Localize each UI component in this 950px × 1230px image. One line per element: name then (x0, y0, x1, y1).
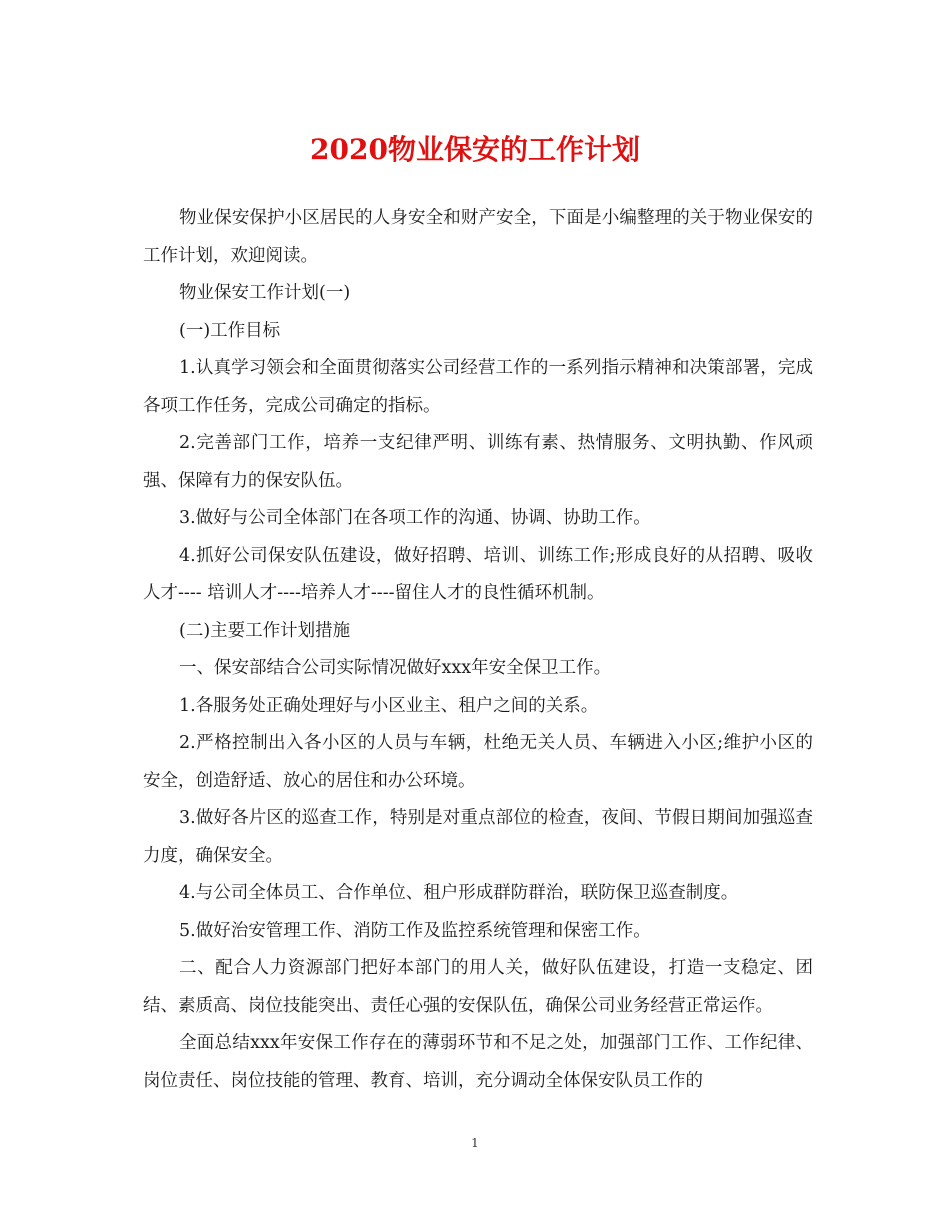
paragraph: 5.做好治安管理工作、消防工作及监控系统管理和保密工作。 (179, 920, 651, 941)
paragraph: 物业保安工作计划(一) (179, 283, 351, 303)
paragraph: (一)工作目标 (179, 320, 281, 341)
paragraph: 全面总结xxx年安保工作存在的薄弱环节和不足之处，加强部门工作、工作纪律、岗位责任、岗位技能的管理、教育、培训，充分调动全体保安队员工作的 (143, 1033, 813, 1091)
paragraph: 1.认真学习领会和全面贯彻落实公司经营工作的一系列指示精神和决策部署，完成各项工作任务，完成公司确定的指标。 (143, 358, 813, 416)
paragraph: 3.做好与公司全体部门在各项工作的沟通、协调、协助工作。 (179, 508, 651, 528)
paragraph: 二、配合人力资源部门把好本部门的用人关，做好队伍建设，打造一支稳定、团结、素质高、岗位技能突出、责任心强的安保队伍，确保公司业务经营正常运作。 (143, 958, 813, 1016)
paragraph: 物业保安保护小区居民的人身安全和财产安全，下面是小编整理的关于物业保安的工作计划，欢迎阅读。 (143, 208, 813, 266)
paragraph: 2.严格控制出入各小区的人员与车辆，杜绝无关人员、车辆进入小区;维护小区的安全，创造舒适、放心的居住和办公环境。 (143, 733, 813, 791)
paragraph: 3.做好各片区的巡查工作，特别是对重点部位的检查，夜间、节假日期间加强巡查力度，确保安全。 (143, 808, 813, 866)
paragraph: 一、保安部结合公司实际情况做好xxx年安全保卫工作。 (179, 658, 612, 678)
paragraph: 4.抓好公司保安队伍建设，做好招聘、培训、训练工作;形成良好的从招聘、吸收人才---- 培训人才----培养人才----留住人才的良性循环机制。 (143, 545, 813, 603)
paragraph: 1.各服务处正确处理好与小区业主、租户之间的关系。 (179, 695, 599, 716)
page-number: 1 (471, 1136, 479, 1150)
document-body (143, 200, 813, 1100)
paragraph: 4.与公司全体员工、合作单位、租户形成群防群治，联防保卫巡查制度。 (179, 883, 739, 903)
paragraph: 2.完善部门工作，培养一支纪律严明、训练有素、热情服务、文明执勤、作风顽强、保障有力的保安队伍。 (143, 433, 813, 491)
paragraph: (二)主要工作计划措施 (179, 620, 351, 641)
document-title: 2020物业保安的工作计划 (310, 133, 640, 166)
